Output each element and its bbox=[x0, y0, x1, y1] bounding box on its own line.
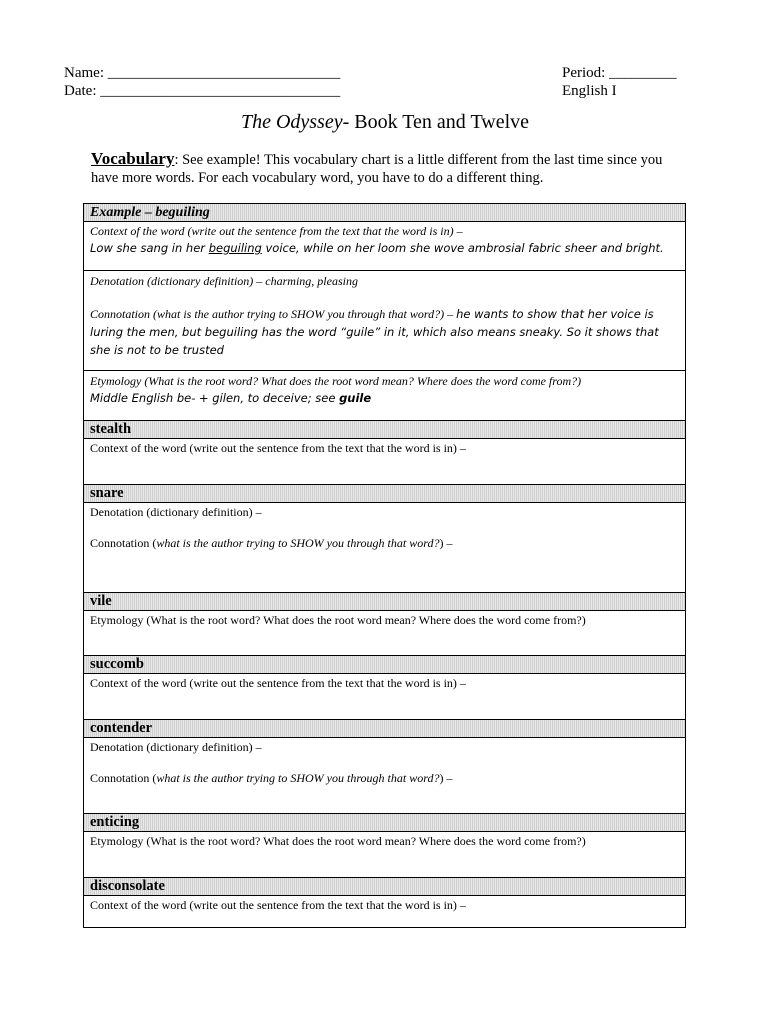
spacer bbox=[90, 520, 679, 536]
connotation-label-italic: what is the author trying to SHOW you through that word? bbox=[156, 536, 440, 550]
connotation-label-end: ) – bbox=[439, 771, 453, 785]
context-answer-word: beguiling bbox=[208, 241, 262, 255]
period-field[interactable]: Period: _________ bbox=[562, 65, 677, 81]
word-heading-contender: contender bbox=[84, 720, 685, 738]
answer-cell-stealth[interactable] bbox=[84, 439, 685, 485]
word-heading-enticing: enticing bbox=[84, 814, 685, 832]
word-heading-stealth: stealth bbox=[84, 421, 685, 439]
example-denotation-label: Denotation (dictionary definition) – charming, pleasing bbox=[90, 274, 358, 288]
example-etymology-cell bbox=[84, 371, 685, 421]
example-context-cell bbox=[84, 222, 685, 271]
title-rest: - Book Ten and Twelve bbox=[342, 111, 530, 133]
example-context-label: Context of the word (write out the sentence from the text that the word is in) – bbox=[90, 224, 463, 238]
connotation-label-end: ) – bbox=[439, 536, 453, 550]
example-connotation-label: Connotation (what is the author trying to SHOW you through that word?) – bbox=[90, 307, 457, 321]
answer-cell-enticing[interactable] bbox=[84, 832, 685, 878]
etymology-answer-bold: guile bbox=[339, 391, 372, 405]
example-etymology-answer bbox=[90, 389, 679, 407]
example-etymology-label: Etymology (What is the root word? What does the root word mean? Where does the word come from?) bbox=[90, 374, 582, 388]
word-heading-succomb: succomb bbox=[84, 656, 685, 674]
answer-cell-succomb[interactable] bbox=[84, 674, 685, 720]
spacer bbox=[90, 289, 679, 305]
denotation-label: Denotation (dictionary definition) – bbox=[90, 505, 262, 519]
context-answer-end: voice, while on her loom she wove ambrosial fabric sheer and bright. bbox=[261, 241, 664, 255]
word-heading-snare: snare bbox=[84, 485, 685, 503]
etymology-answer-start: Middle English be- + bbox=[90, 391, 213, 405]
context-label: Context of the word (write out the sentence from the text that the word is in) – bbox=[90, 676, 466, 690]
name-field[interactable]: Name: _______________________________ bbox=[64, 65, 341, 81]
answer-cell-vile[interactable] bbox=[84, 611, 685, 656]
title-italic: The Odyssey bbox=[240, 111, 343, 133]
answer-cell-contender[interactable] bbox=[84, 738, 685, 814]
etymology-answer-word: gilen bbox=[212, 391, 241, 405]
intro-text: : See example! This vocabulary chart is a little different from the last time since you have more words. For each vocabulary word, you have to do a different thing. bbox=[91, 152, 663, 186]
word-heading-vile: vile bbox=[84, 593, 685, 611]
student-info bbox=[64, 64, 340, 100]
context-label: Context of the word (write out the sentence from the text that the word is in) – bbox=[90, 441, 466, 455]
word-heading-disconsolate: disconsolate bbox=[84, 878, 685, 896]
connotation-label bbox=[90, 536, 679, 551]
etymology-answer-mid: , to deceive; see bbox=[240, 391, 340, 405]
answer-cell-snare[interactable] bbox=[84, 503, 685, 593]
connotation-label bbox=[90, 771, 679, 786]
intro-paragraph bbox=[91, 150, 691, 187]
example-context-answer bbox=[90, 239, 679, 257]
denotation-label: Denotation (dictionary definition) – bbox=[90, 740, 262, 754]
example-connotation bbox=[90, 305, 679, 359]
example-meaning-cell bbox=[84, 271, 685, 371]
example-connotation-answer: he wants to show that her voice is luring the men, but beguiling has the word “guile” in it, which also means sneaky. So it shows that she is not to be trusted bbox=[90, 307, 659, 357]
vocabulary-label: Vocabulary bbox=[91, 149, 175, 168]
connotation-label-italic: what is the author trying to SHOW you through that word? bbox=[156, 771, 440, 785]
connotation-label-start: Connotation ( bbox=[90, 536, 157, 550]
etymology-label: Etymology (What is the root word? What does the root word mean? Where does the word come from?) bbox=[90, 834, 586, 848]
class-info bbox=[562, 64, 677, 100]
answer-cell-disconsolate[interactable] bbox=[84, 896, 685, 928]
vocabulary-chart bbox=[83, 203, 686, 928]
class-name: English I bbox=[562, 83, 617, 99]
page-title bbox=[0, 111, 770, 134]
connotation-label-start: Connotation ( bbox=[90, 771, 157, 785]
context-answer-start: Low she sang in her bbox=[90, 241, 209, 255]
spacer bbox=[90, 755, 679, 771]
etymology-label: Etymology (What is the root word? What does the root word mean? Where does the word come from?) bbox=[90, 613, 586, 627]
example-heading: Example – beguiling bbox=[84, 204, 685, 222]
date-field[interactable]: Date: ________________________________ bbox=[64, 83, 341, 99]
context-label: Context of the word (write out the sentence from the text that the word is in) – bbox=[90, 898, 466, 912]
